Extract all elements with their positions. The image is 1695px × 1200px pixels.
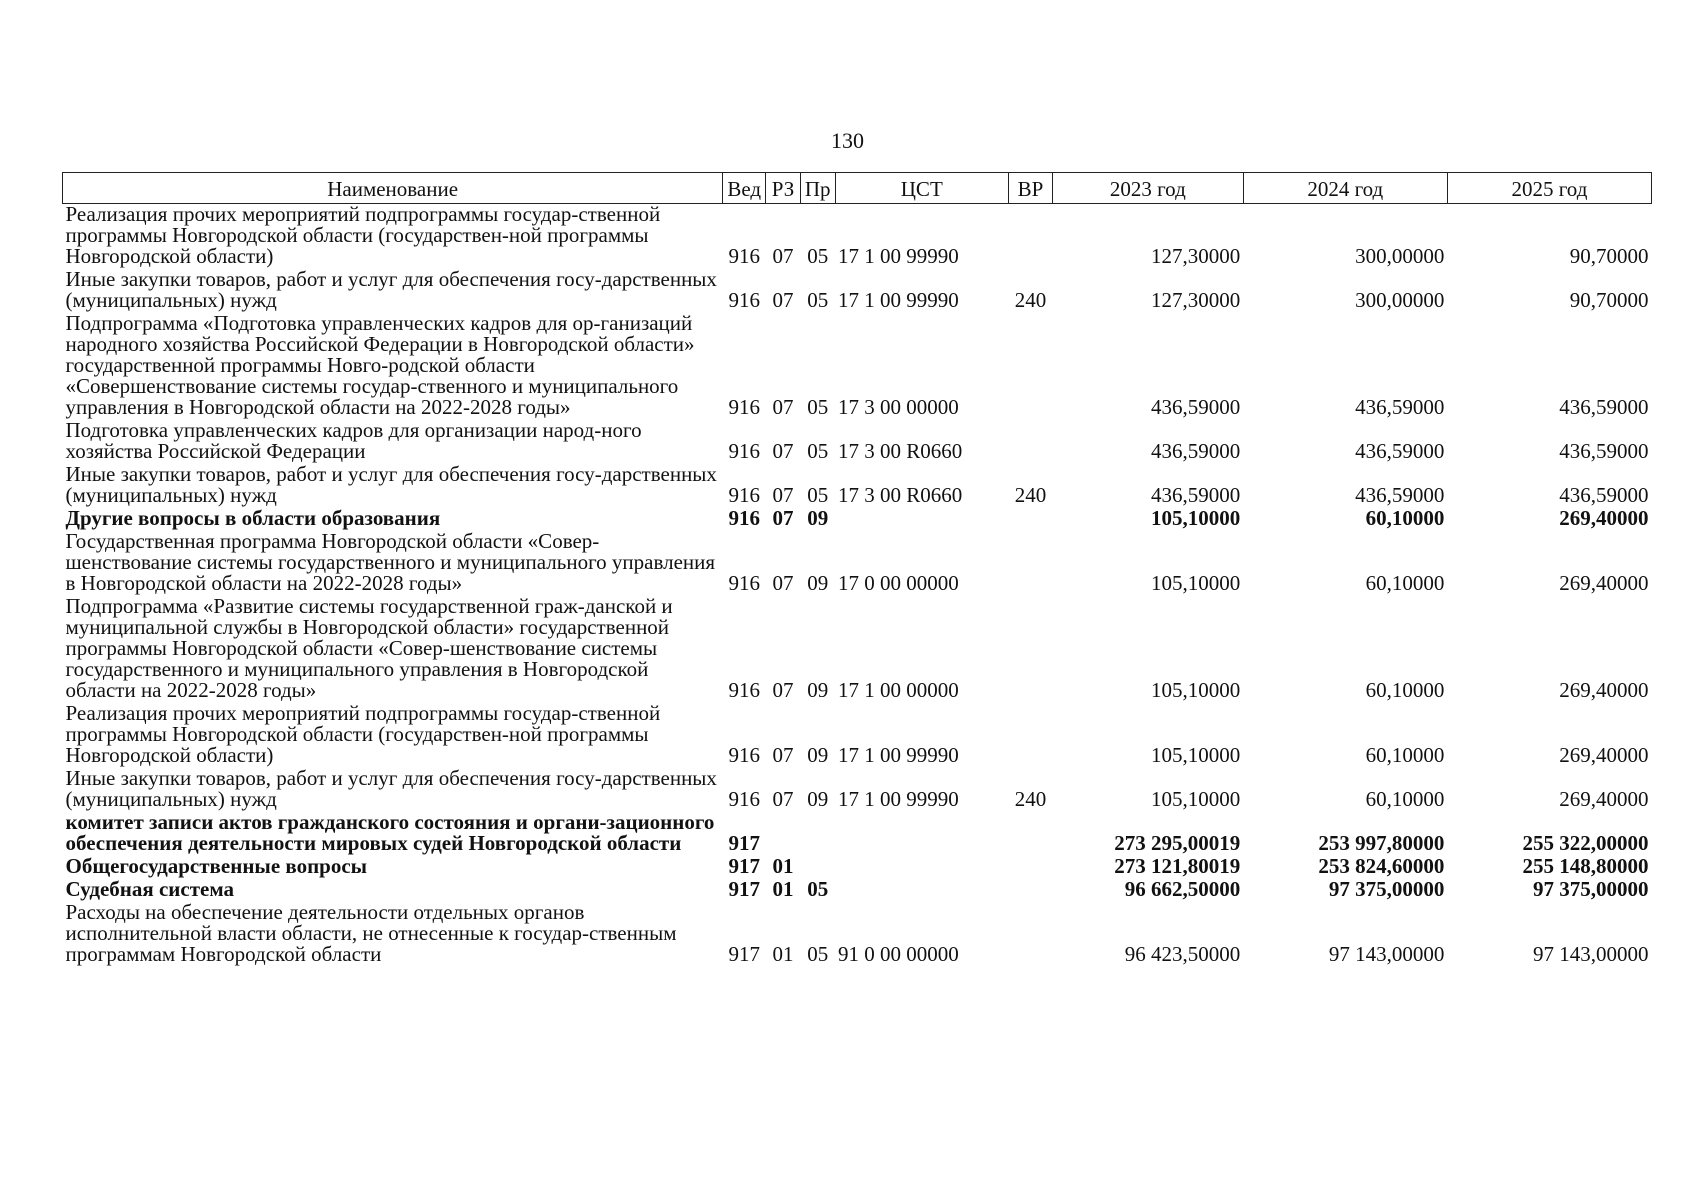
table-row [63, 856, 1652, 879]
cell-name: Иные закупки товаров, работ и услуг для обеспечения госу-дарственных (муниципальных) нужд [65, 267, 717, 312]
table-row [63, 768, 1652, 812]
cell-ved: 916 [728, 439, 760, 463]
cell-ved: 916 [728, 244, 760, 268]
cell-2025: 269,40000 [1559, 743, 1649, 767]
cell-name: Судебная система [65, 877, 235, 901]
cell-rz: 07 [772, 483, 794, 507]
cell-rz: 01 [772, 877, 794, 901]
cell-vr: 240 [1014, 288, 1047, 312]
cell-cst: 17 0 00 00000 [838, 571, 959, 595]
cell-2025: 255 148,80000 [1522, 854, 1649, 878]
cell-cst: 17 1 00 00000 [838, 678, 959, 702]
table-row [63, 596, 1652, 703]
table-row [63, 464, 1652, 508]
cell-pr: 05 [807, 244, 829, 268]
cell-ved: 917 [728, 854, 760, 878]
cell-vr [1009, 812, 1053, 856]
cell-2024: 300,00000 [1355, 288, 1445, 312]
cell-pr: 05 [807, 877, 829, 901]
cell-2025: 97 143,00000 [1533, 942, 1649, 966]
table-header-row [63, 173, 1652, 204]
cell-2024: 60,10000 [1365, 571, 1445, 595]
cell-vr [1009, 596, 1053, 703]
column-header-rz: РЗ [766, 173, 801, 204]
cell-pr: 09 [807, 743, 829, 767]
cell-2023: 105,10000 [1150, 743, 1241, 767]
cell-cst: 17 1 00 99990 [838, 743, 959, 767]
cell-ved: 916 [728, 743, 760, 767]
cell-2025: 436,59000 [1559, 439, 1649, 463]
table-row [63, 812, 1652, 856]
cell-2023: 436,59000 [1150, 395, 1241, 419]
cell-2024: 97 143,00000 [1328, 942, 1445, 966]
cell-ved: 916 [728, 506, 760, 530]
cell-2023: 436,59000 [1150, 483, 1241, 507]
cell-2023: 273 121,80019 [1114, 854, 1241, 878]
table-row [63, 508, 1652, 531]
cell-vr: 240 [1014, 483, 1047, 507]
column-header-cst: ЦСТ [835, 173, 1008, 204]
cell-ved: 916 [728, 395, 760, 419]
cell-name: Общегосударственные вопросы [65, 854, 368, 878]
cell-rz [766, 812, 801, 856]
cell-vr [1009, 508, 1053, 531]
cell-2024: 97 375,00000 [1328, 877, 1445, 901]
cell-name: Иные закупки товаров, работ и услуг для обеспечения госу-дарственных (муниципальных) нужд [65, 766, 717, 811]
cell-2023: 105,10000 [1150, 678, 1241, 702]
cell-2025: 90,70000 [1569, 244, 1649, 268]
cell-vr [1009, 420, 1053, 464]
cell-2023: 127,30000 [1150, 244, 1241, 268]
cell-2024: 300,00000 [1355, 244, 1445, 268]
cell-cst: 17 1 00 99990 [838, 244, 959, 268]
cell-ved: 916 [728, 483, 760, 507]
cell-2025: 436,59000 [1559, 395, 1649, 419]
cell-2023: 105,10000 [1150, 506, 1241, 530]
cell-pr: 05 [807, 439, 829, 463]
cell-pr: 05 [807, 288, 829, 312]
cell-2023: 127,30000 [1150, 288, 1241, 312]
cell-vr [1009, 313, 1053, 420]
budget-table [62, 172, 1652, 967]
cell-cst: 17 1 00 99990 [838, 288, 959, 312]
cell-2023: 96 423,50000 [1124, 942, 1241, 966]
cell-name: Государственная программа Новгородской области «Совер-шенствование системы государственного и муниципального управления в Новгородской области на 2022-2028 годы» [65, 529, 716, 595]
cell-pr: 05 [807, 483, 829, 507]
page-number: 130 [831, 128, 864, 153]
cell-2025: 269,40000 [1559, 571, 1649, 595]
cell-pr [800, 856, 835, 879]
cell-vr [1009, 531, 1053, 596]
cell-ved: 917 [728, 831, 760, 855]
cell-2024: 436,59000 [1355, 483, 1445, 507]
cell-name: Другие вопросы в области образования [65, 506, 441, 530]
table-row [63, 879, 1652, 902]
cell-2024: 60,10000 [1365, 787, 1445, 811]
cell-2025: 436,59000 [1559, 483, 1649, 507]
cell-2025: 255 322,00000 [1522, 831, 1649, 855]
cell-2023: 105,10000 [1150, 787, 1241, 811]
cell-rz: 01 [772, 854, 794, 878]
cell-2024: 436,59000 [1355, 395, 1445, 419]
cell-pr: 05 [807, 942, 829, 966]
column-header-2023: 2023 год [1052, 173, 1243, 204]
cell-cst: 17 3 00 R0660 [838, 483, 963, 507]
cell-vr [1009, 879, 1053, 902]
cell-2023: 96 662,50000 [1124, 877, 1241, 901]
column-header-name: Наименование [63, 173, 723, 204]
cell-rz: 07 [772, 288, 794, 312]
cell-ved: 916 [728, 678, 760, 702]
cell-name: Подпрограмма «Развитие системы государственной граж-данской и муниципальной службы в Новгородской области» государственной программы Новгородской области «Совер-шенствование системы государственного и муниципального управления в Новгородской области на 2022-2028 годы» [65, 594, 673, 702]
cell-cst [835, 508, 1008, 531]
cell-2025: 97 375,00000 [1533, 877, 1649, 901]
cell-vr [1009, 204, 1053, 270]
cell-name: комитет записи актов гражданского состояния и органи-зационного обеспечения деятельности мировых судей Новгородской области [65, 810, 715, 855]
cell-vr [1009, 703, 1053, 768]
cell-pr: 09 [807, 678, 829, 702]
cell-cst [835, 812, 1008, 856]
table-row [63, 269, 1652, 313]
cell-2024: 253 997,80000 [1318, 831, 1445, 855]
cell-name: Расходы на обеспечение деятельности отдельных органов исполнительной власти области, не отнесенные к государ-ственным программам Новгородской области [65, 900, 677, 966]
table-row [63, 420, 1652, 464]
cell-ved: 916 [728, 288, 760, 312]
cell-ved: 917 [728, 877, 760, 901]
table-row [63, 531, 1652, 596]
cell-pr: 09 [807, 571, 829, 595]
cell-2025: 269,40000 [1559, 506, 1649, 530]
cell-cst [835, 856, 1008, 879]
cell-2024: 60,10000 [1365, 678, 1445, 702]
cell-rz: 07 [772, 571, 794, 595]
cell-name: Подпрограмма «Подготовка управленческих кадров для ор-ганизаций народного хозяйства Российской Федерации в Новгородской области» государственной программы Новго-родской области «Совершенствование системы государ-ственного и муниципального управления в Новгородской области на 2022-2028 годы» [65, 311, 695, 419]
cell-ved: 917 [728, 942, 760, 966]
cell-rz: 01 [772, 942, 794, 966]
cell-pr: 05 [807, 395, 829, 419]
cell-2025: 269,40000 [1559, 678, 1649, 702]
cell-name: Иные закупки товаров, работ и услуг для обеспечения госу-дарственных (муниципальных) нужд [65, 462, 717, 507]
cell-ved: 916 [728, 787, 760, 811]
column-header-2024: 2024 год [1243, 173, 1447, 204]
cell-2023: 105,10000 [1150, 571, 1241, 595]
table-row [63, 703, 1652, 768]
cell-cst: 17 3 00 00000 [838, 395, 959, 419]
cell-cst: 17 3 00 R0660 [838, 439, 963, 463]
column-header-ved: Вед [723, 173, 766, 204]
cell-rz: 07 [772, 506, 794, 530]
cell-rz: 07 [772, 439, 794, 463]
table-row [63, 313, 1652, 420]
column-header-pr: Пр [800, 173, 835, 204]
cell-cst: 17 1 00 99990 [838, 787, 959, 811]
cell-2024: 253 824,60000 [1318, 854, 1445, 878]
cell-vr: 240 [1014, 787, 1047, 811]
cell-pr: 09 [807, 787, 829, 811]
cell-rz: 07 [772, 244, 794, 268]
cell-name: Реализация прочих мероприятий подпрограммы государ-ственной программы Новгородской области (государствен-ной программы Новгородской области) [65, 701, 661, 767]
cell-2025: 90,70000 [1569, 288, 1649, 312]
cell-cst: 91 0 00 00000 [838, 942, 959, 966]
cell-2024: 60,10000 [1365, 506, 1445, 530]
cell-pr: 09 [807, 506, 829, 530]
cell-cst [835, 879, 1008, 902]
cell-rz: 07 [772, 743, 794, 767]
cell-rz: 07 [772, 395, 794, 419]
cell-2023: 436,59000 [1150, 439, 1241, 463]
cell-2023: 273 295,00019 [1114, 831, 1241, 855]
cell-2025: 269,40000 [1559, 787, 1649, 811]
cell-2024: 60,10000 [1365, 743, 1445, 767]
column-header-vr: ВР [1009, 173, 1053, 204]
cell-2024: 436,59000 [1355, 439, 1445, 463]
cell-name: Реализация прочих мероприятий подпрограммы государ-ственной программы Новгородской области (государствен-ной программы Новгородской области) [65, 202, 661, 268]
table-body [63, 204, 1652, 968]
cell-vr [1009, 902, 1053, 967]
column-header-2025: 2025 год [1447, 173, 1651, 204]
cell-rz: 07 [772, 678, 794, 702]
table-row [63, 902, 1652, 967]
cell-pr [800, 812, 835, 856]
cell-ved: 916 [728, 571, 760, 595]
cell-rz: 07 [772, 787, 794, 811]
cell-name: Подготовка управленческих кадров для организации народ-ного хозяйства Российской Федерации [65, 418, 642, 463]
cell-vr [1009, 856, 1053, 879]
table-row [63, 204, 1652, 270]
